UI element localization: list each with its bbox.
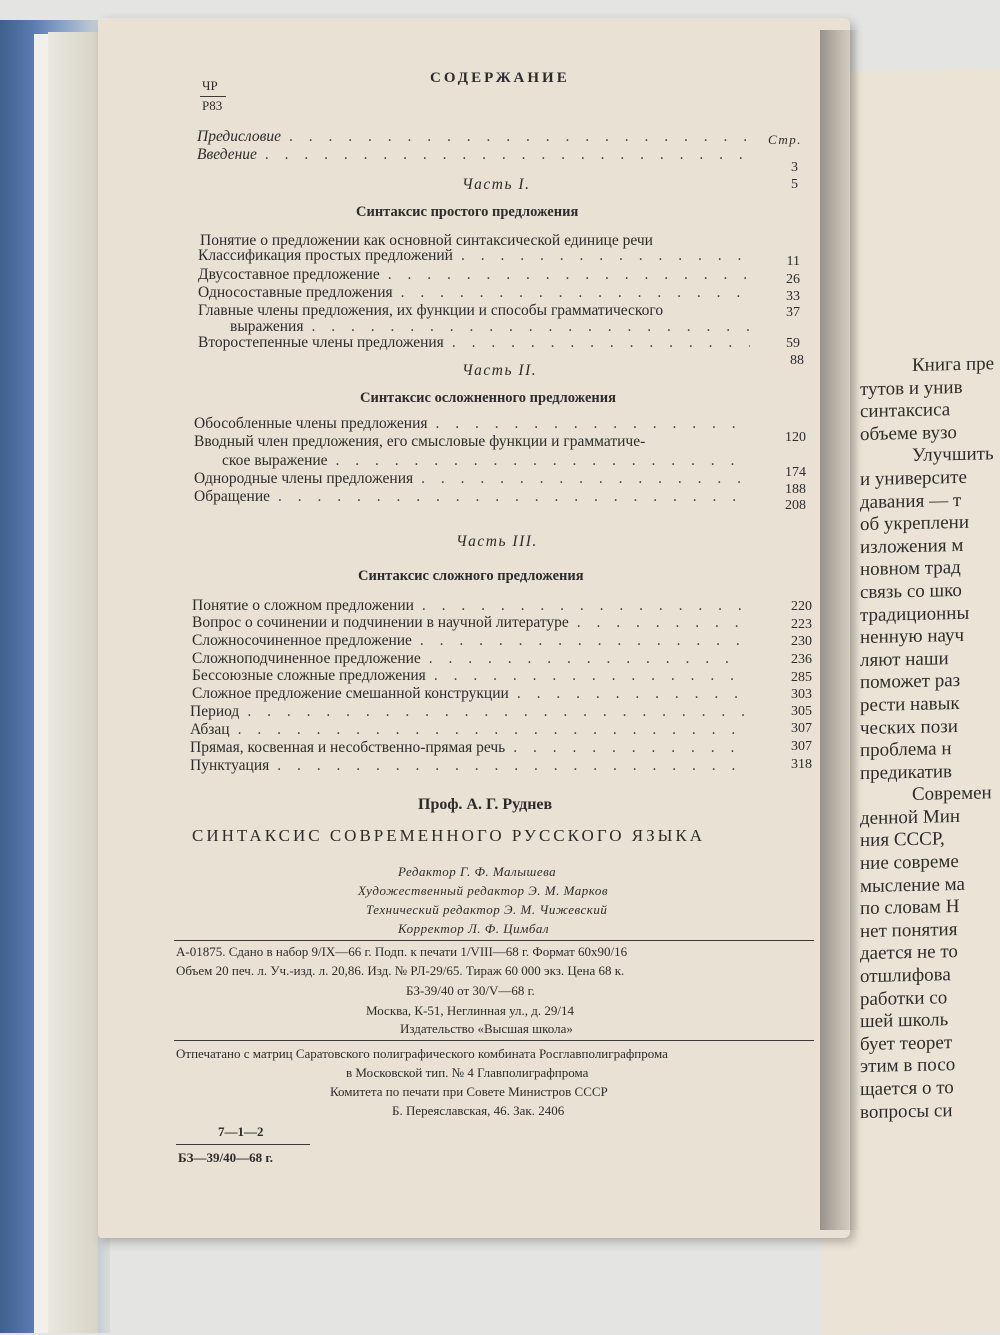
toc-item: Классификация простых предложений . . .	[198, 247, 758, 265]
toc-item: Сложное предложение смешанной конструкции . . .	[192, 685, 752, 703]
catalog-code-top: ЧР	[202, 78, 218, 93]
toc-page-number: 88	[790, 353, 804, 368]
toc-item: Прямая, косвенная и несобственно-прямая речь . . .	[190, 739, 752, 757]
book-title: СИНТАКСИС СОВРЕМЕННОГО РУССКОГО ЯЗЫКА	[192, 826, 706, 845]
page-gutter-shadow	[820, 30, 860, 1230]
right-page-line: мысление ма	[860, 873, 965, 897]
catalog-code-bottom: Р83	[202, 98, 223, 113]
imprint-rule	[174, 1040, 814, 1041]
toc-page-number: 220	[791, 599, 812, 614]
right-page-line: шей школь	[860, 1009, 949, 1033]
right-page-line: вопросы си	[860, 1099, 953, 1123]
toc-item: Понятие о сложном предложении . . .	[192, 597, 752, 615]
toc-item: Главные члены предложения, их функции и способы грамматического	[198, 302, 664, 319]
catalog-code-rule	[200, 96, 226, 97]
toc-item: Бессоюзные сложные предложения . . .	[192, 667, 752, 685]
imprint-details: Москва, К-51, Неглинная ул., д. 29/14	[366, 1003, 574, 1018]
toc-page-number: 120	[785, 430, 806, 445]
imprint-details: БЗ-39/40 от 30/V—68 г.	[406, 983, 535, 998]
toc-item: Обращение . . .	[194, 488, 759, 506]
toc-page-number: 174	[785, 465, 806, 480]
right-page-line: ческих пози	[860, 715, 958, 739]
toc-page-number: 236	[791, 652, 812, 667]
page-stack-edge	[48, 32, 98, 1333]
right-page-line: отшлифова	[860, 964, 951, 988]
right-page-line: дается не то	[860, 941, 958, 965]
right-page-line: бует теорет	[860, 1031, 953, 1055]
toc-page-number: 208	[785, 498, 806, 513]
right-page-line: нет понятия	[860, 918, 958, 942]
imprint-details: А-01875. Сдано в набор 9/IX—66 г. Подп. к печати 1/VIII—68 г. Формат 60х90/16	[176, 944, 628, 959]
toc-page-number: 5	[791, 177, 798, 192]
index-code: БЗ—39/40—68 г.	[178, 1150, 274, 1165]
toc-item: Однородные члены предложения . . .	[194, 470, 759, 488]
right-page-line: ние совреме	[860, 851, 959, 875]
index-code-rule	[176, 1144, 310, 1145]
toc-item: Пунктуация . . .	[190, 757, 752, 775]
right-page-line: щается о то	[860, 1077, 954, 1101]
toc-item: Двусоставное предложение . . .	[198, 266, 758, 284]
right-page-line: ненную науч	[860, 625, 965, 649]
printer-details: Комитета по печати при Совете Министров СССР	[330, 1084, 608, 1099]
toc-page-number: 37	[786, 305, 800, 320]
editor-credit: Технический редактор Э. М. Чижевский	[366, 902, 608, 917]
toc-page-number: 59	[786, 336, 800, 351]
right-page-line: давания — т	[860, 489, 962, 513]
part-heading: Синтаксис сложного предложения	[358, 568, 584, 584]
toc-title: СОДЕРЖАНИЕ	[430, 70, 570, 86]
right-page-line: ния СССР,	[860, 828, 945, 852]
right-page-line: новном трад	[860, 557, 961, 581]
right-page-line: проблема н	[860, 738, 952, 762]
right-page-line: этим в посо	[860, 1054, 956, 1078]
printer-details: Б. Переяславская, 46. Зак. 2406	[392, 1103, 565, 1118]
right-page-line: традиционны	[860, 602, 970, 626]
toc-page-number: 33	[786, 289, 800, 304]
right-page-line: денной Мин	[860, 805, 961, 829]
right-page-line: синтаксиса	[860, 399, 951, 423]
editor-credit: Редактор Г. Ф. Малышева	[398, 864, 557, 879]
toc-item: Вопрос о сочинении и подчинении в научной литературе . . .	[192, 614, 752, 632]
toc-item: Вводный член предложения, его смысловые функции и грамматиче-	[194, 433, 646, 450]
right-page-line: об укреплени	[860, 511, 969, 536]
toc-item: Абзац . . .	[190, 721, 752, 739]
right-page-line: предикатив	[860, 760, 953, 784]
right-page-line: тутов и унив	[860, 376, 963, 400]
part-label: Часть I.	[462, 176, 531, 193]
right-page-line: Современ	[912, 782, 992, 806]
toc-item: Обособленные члены предложения . . .	[194, 415, 759, 433]
toc-page-number: 307	[791, 721, 812, 736]
toc-item: Односоставные предложения . . .	[198, 284, 758, 302]
toc-page-number: 318	[791, 757, 812, 772]
right-page-text	[860, 351, 1000, 1124]
toc-item: Сложноподчиненное предложение . . .	[192, 650, 752, 668]
right-page-line: ляют наши	[860, 647, 949, 671]
right-page-line: поможет раз	[860, 670, 961, 694]
toc-page-number: 230	[791, 634, 812, 649]
right-page-line: по словам Н	[860, 896, 960, 920]
part-heading: Синтаксис простого предложения	[356, 204, 579, 220]
part-label: Часть II.	[462, 362, 538, 379]
toc-page-number: 188	[785, 482, 806, 497]
part-heading: Синтаксис осложненного предложения	[360, 390, 616, 406]
imprint-rule	[174, 940, 814, 941]
imprint-details: Объем 20 печ. л. Уч.-изд. л. 20,86. Изд. № РЛ-29/65. Тираж 60 000 экз. Цена 68 к.	[176, 963, 625, 978]
toc-item: Введение . . .	[197, 146, 757, 164]
toc-item: Понятие о предложении как основной синтаксической единице речи	[200, 232, 653, 249]
part-label: Часть III.	[456, 533, 538, 550]
page-column-label: Стр.	[768, 132, 802, 147]
toc-page-number: 307	[791, 739, 812, 754]
toc-item: Сложносочиненное предложение . . .	[192, 632, 752, 650]
toc-item-continuation: ское выражение . . .	[222, 452, 759, 470]
index-code: 7—1—2	[218, 1124, 264, 1139]
toc-page-number: 11	[786, 254, 800, 269]
author-name: Проф. А. Г. Руднев	[418, 796, 553, 813]
imprint-details: Издательство «Высшая школа»	[400, 1021, 573, 1036]
toc-page-number: 305	[791, 704, 812, 719]
right-page-line: Улучшить	[912, 443, 994, 467]
toc-page-number: 285	[791, 670, 812, 685]
toc-item: Период . . .	[190, 703, 752, 721]
toc-page-number: 303	[791, 687, 812, 702]
printer-details: Отпечатано с матриц Саратовского полиграфического комбината Росглавполиграфпрома	[176, 1046, 668, 1061]
printer-details: в Московской тип. № 4 Главполиграфпрома	[346, 1065, 589, 1080]
right-page-line: Книга пре	[912, 353, 995, 376]
toc-page-number: 223	[791, 617, 812, 632]
toc-page-number: 3	[791, 160, 798, 175]
right-page-line: изложения м	[860, 534, 964, 558]
editor-credit: Художественный редактор Э. М. Марков	[358, 883, 608, 898]
editor-credit: Корректор Л. Ф. Цимбал	[398, 921, 550, 936]
right-page-line: работки со	[860, 986, 948, 1010]
toc-page-number: 26	[786, 272, 800, 287]
right-page-line: объеме вузо	[860, 421, 957, 445]
right-page-line: рести навык	[860, 692, 960, 716]
toc-item: Предисловие . . .	[197, 128, 757, 146]
toc-item: Второстепенные члены предложения . . .	[198, 334, 758, 352]
right-page-line: связь со шко	[860, 579, 962, 604]
right-page-line: и университе	[860, 466, 967, 491]
toc-item-continuation: выражения . . .	[230, 318, 758, 336]
